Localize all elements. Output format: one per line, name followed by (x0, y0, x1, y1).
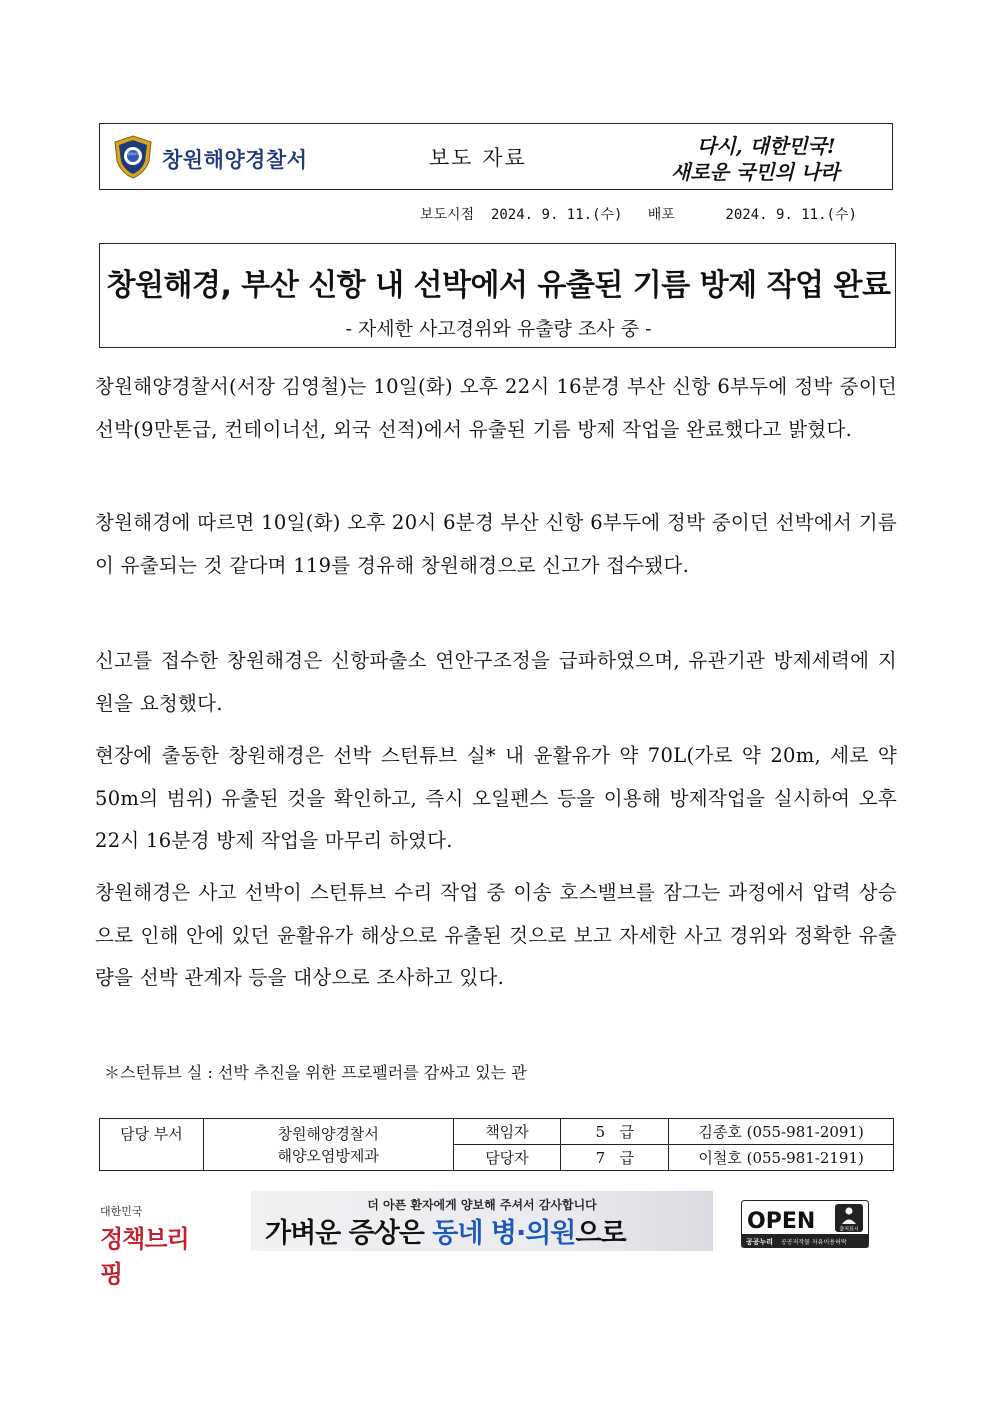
briefing-big-text: 정책브리핑 (100, 1225, 189, 1288)
dept-line-2: 해양오염방제과 (277, 1146, 379, 1165)
contact-row-1 (100, 1119, 894, 1145)
policy-briefing-logo (100, 1203, 210, 1288)
body-paragraph-4: 현장에 출동한 창원해경은 선박 스턴튜브 실* 내 윤활유가 약 70L(가로 약 20m, 세로 약 50m의 범위) 유출된 것을 확인하고, 즉시 오일펜스 등을 이용해 방제작업을 실시하여 오후 22시 16분경 방제 작업을 마무리 하였다. (95, 744, 897, 852)
body-paragraph-1: 창원해양경찰서(서장 김영철)는 10일(화) 오후 22시 16분경 부산 신항 6부두에 정박 중이던 선박(9만톤급, 컨테이너선, 외국 선적)에서 유출된 기름 방제 작업을 완료했다고 밝혔다. (95, 375, 897, 441)
banner-main-text (265, 1211, 626, 1250)
banner-main-highlight: 동네 병·의원 (432, 1218, 576, 1249)
body-paragraph-3: 신고를 접수한 창원해경은 신항파출소 연안구조정을 급파하였으며, 유관기관 방제세력에 지원을 요청했다. (95, 649, 897, 715)
open-label: OPEN (747, 1209, 816, 1234)
briefing-small-text: 대한민국 (100, 1205, 143, 1218)
sub-headline: - 자세한 사고경위와 유출량 조사 중 - (345, 318, 652, 340)
open-sub-b: 공공저작물 자유이용허락 (781, 1239, 847, 1246)
title-box (99, 243, 896, 348)
header-box (99, 123, 893, 190)
slogan-line-1: 다시, 대한민국! (697, 134, 836, 158)
dept-name (203, 1119, 453, 1171)
role-cell: 책임자 (453, 1119, 561, 1145)
coast-guard-emblem-icon (112, 135, 154, 179)
release-date-line: 보도시점 2024. 9. 11.(수) 배포 2024. 9. 11.(수) (420, 207, 857, 223)
doc-type-title: 보도 자료 (429, 146, 527, 170)
emblem-text: 창원해양경찰 (124, 152, 142, 156)
campaign-banner (251, 1191, 713, 1251)
banner-main-c: 으로 (575, 1218, 626, 1249)
open-type: 출처표시 (839, 1226, 859, 1233)
slogan-line-2: 새로운 국민의 나라 (671, 160, 840, 184)
open-sub-a: 공공누리 (746, 1238, 774, 1246)
banner-main-a: 가벼운 증상은 (265, 1218, 433, 1249)
dept-label: 담당 부서 (100, 1119, 204, 1171)
person-cell: 이철호 (055-981-2191) (669, 1145, 894, 1171)
footnote: ＊스턴튜브 실 : 선박 추진을 위한 프로펠러를 감싸고 있는 관 (104, 1063, 527, 1082)
grade-cell: 5 급 (561, 1119, 669, 1145)
body-paragraph-2: 창원해경에 따르면 10일(화) 오후 20시 6분경 부산 신항 6부두에 정박 중이던 선박에서 기름이 유출되는 것 같다며 119를 경유해 창원해경으로 신고가 접수됐다. (95, 511, 897, 577)
banner-top-text: 더 아픈 환자에게 양보해 주셔서 감사합니다 (367, 1198, 597, 1212)
main-headline: 창원해경, 부산 신항 내 선박에서 유출된 기름 방제 작업 완료 (106, 268, 891, 303)
dept-line-1: 창원해양경찰서 (277, 1124, 379, 1143)
contact-table (99, 1118, 894, 1171)
person-cell: 김종호 (055-981-2091) (669, 1119, 894, 1145)
slogan-calligraphy (667, 129, 877, 187)
kogl-open-badge (741, 1200, 869, 1248)
role-cell: 담당자 (453, 1145, 561, 1171)
grade-cell: 7 급 (561, 1145, 669, 1171)
org-name: 창원해양경찰서 (162, 148, 308, 172)
body-paragraph-5: 창원해경은 사고 선박이 스턴튜브 수리 작업 중 이송 호스밸브를 잠그는 과정에서 압력 상승으로 인해 안에 있던 윤활유가 해상으로 유출된 것으로 보고 자세한 사고 경위와 정확한 유출량을 선박 관계자 등을 대상으로 조사하고 있다. (95, 881, 897, 989)
